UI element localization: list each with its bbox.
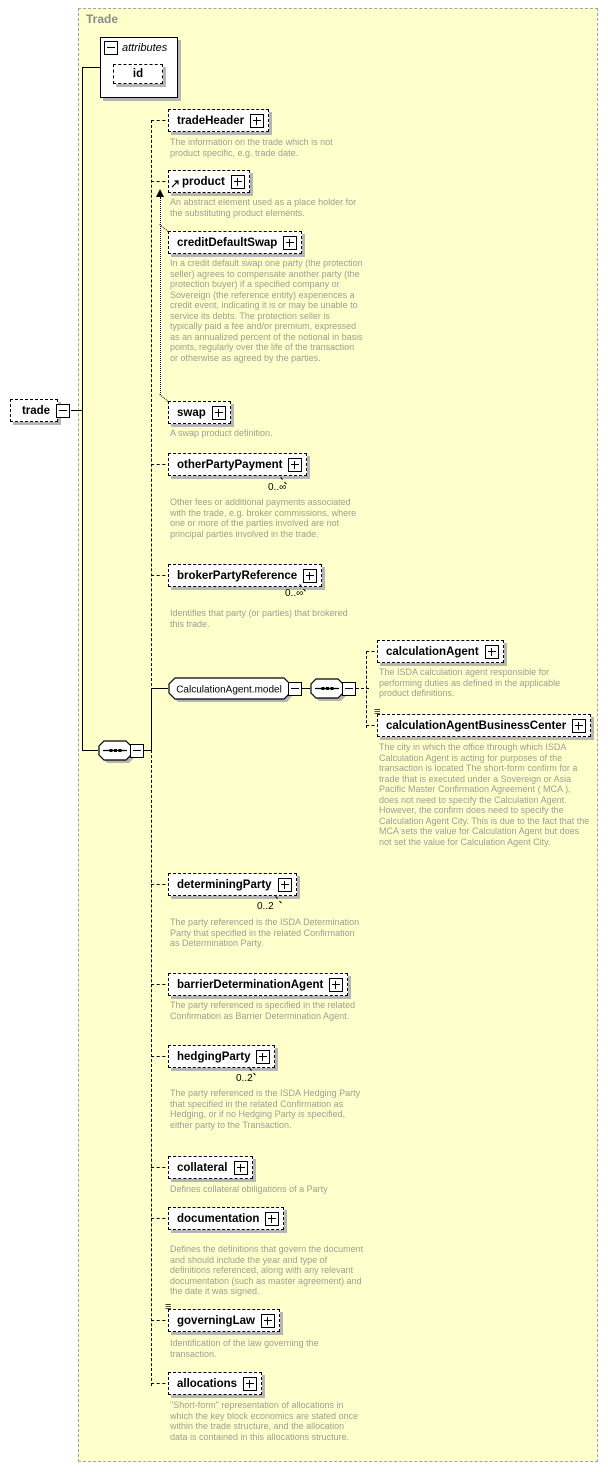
element-description: An abstract element used as a place holder for the substituting product elements. (170, 197, 357, 218)
expand-icon[interactable] (288, 458, 302, 472)
expand-icon[interactable] (278, 878, 292, 892)
element-calculationAgentBusinessCenter[interactable] (374, 706, 591, 737)
element-documentation[interactable] (168, 1207, 284, 1230)
element-label: tradeHeader (177, 114, 245, 127)
expand-icon[interactable] (243, 1377, 257, 1391)
element-description: The information on the trade which is not product specific, e.g. trade date. (170, 137, 333, 158)
svg-text:CalculationAgent.model: CalculationAgent.model (176, 684, 282, 696)
connector-line (71, 410, 82, 411)
element-label: product (182, 175, 225, 188)
occurrence-label: 0..∞ (285, 588, 304, 599)
expand-icon[interactable] (329, 978, 343, 992)
element-description: The party referenced is specified in the related Confirmation as Barrier Determination Agent. (170, 1000, 356, 1021)
expand-icon[interactable] (256, 1050, 270, 1064)
element-label: calculationAgent (386, 645, 479, 658)
element-product[interactable] (168, 170, 250, 193)
container-title: Trade (86, 12, 119, 26)
element-allocations[interactable] (168, 1372, 262, 1395)
element-hedgingParty[interactable] (168, 1045, 275, 1068)
element-label: governingLaw (177, 1314, 255, 1327)
element-label: trade (21, 404, 51, 417)
element-description: The ISDA calculation agent responsible for performing duties as defined in the applicable product definitions. (379, 667, 561, 698)
collapse-icon[interactable] (130, 744, 144, 758)
attributes-label: attributes (122, 42, 168, 54)
connector-line (151, 120, 152, 691)
collapse-icon[interactable] (104, 41, 118, 55)
element-description: The party referenced is the ISDA Hedging Party that specified in the related Confirmation as Hedging, or if no Hedging Party is specified, either party to the Transaction. (170, 1088, 361, 1130)
connector-line (82, 67, 100, 68)
element-creditDefaultSwap[interactable] (168, 231, 302, 254)
expand-icon[interactable] (485, 645, 499, 659)
element-label: collateral (177, 1161, 228, 1174)
element-collateral[interactable] (168, 1156, 253, 1179)
connector-line (151, 750, 152, 1386)
element-determiningParty[interactable] (168, 873, 297, 896)
collapse-icon[interactable] (342, 682, 356, 696)
occurrence-label: 0..2 (257, 901, 274, 912)
element-calculationAgent[interactable] (377, 640, 504, 663)
element-label: brokerPartyReference (177, 569, 298, 582)
element-description: Defines the definitions that govern the document and should include the year and type of definitions referenced, along with any relevant documentation (such as master agreement) and the date it was signed. (170, 1244, 364, 1296)
element-swap[interactable] (168, 401, 231, 424)
collapse-icon[interactable] (56, 404, 70, 418)
annotation-icon: ≡ (165, 1301, 172, 1313)
occurrence-label: 0..2 (236, 1073, 253, 1084)
connector-line (151, 688, 168, 689)
expand-icon[interactable] (234, 1161, 248, 1175)
element-otherPartyPayment[interactable] (168, 453, 307, 476)
element-governingLaw[interactable] (165, 1301, 280, 1332)
collapse-icon[interactable] (288, 682, 302, 696)
element-tradeHeader[interactable] (168, 109, 269, 132)
expand-icon[interactable] (303, 569, 317, 583)
element-label: determiningParty (177, 878, 272, 891)
element-label: documentation (177, 1212, 260, 1225)
element-label: creditDefaultSwap (177, 236, 278, 249)
element-description: The party referenced is the ISDA Determination Party that specified in the related Confirmation as Determination Party. (170, 917, 360, 948)
connector-line (82, 67, 83, 750)
element-description: Identifies that party (or parties) that brokered this trade. (170, 608, 348, 629)
expand-icon[interactable] (265, 1212, 279, 1226)
element-label: calculationAgentBusinessCenter (386, 719, 567, 732)
element-label: barrierDeterminationAgent (177, 978, 324, 991)
element-description: The city in which the office through which ISDA Calculation Agent is acting for purposes of the transaction is located The short-form confirm for a trade that is executed under a Sovereign or Asia Pacific Master Confirmation Agreement ( MCA ), does not need to specify the Calculation Agent. However, the confirm does need to specify the Calculation Agent City. This is due to the fact that the MCA sets the value for Calculation Agent but does not set the value for Calculation Agent City. (379, 742, 590, 847)
occurrence-label: 0..∞ (268, 482, 287, 493)
annotation-icon: ≡ (374, 706, 381, 718)
expand-icon[interactable] (231, 175, 245, 189)
substitution-head-arrow-icon (171, 179, 180, 191)
substitution-arrowhead-icon (156, 189, 164, 197)
model-group-calculationagent[interactable] (168, 677, 294, 709)
connector-line (151, 688, 152, 750)
element-label: swap (177, 406, 206, 419)
element-description: Identification of the law governing the transaction. (170, 1338, 319, 1359)
element-barrierDeterminationAgent[interactable] (168, 973, 348, 996)
element-description: A swap product definition. (170, 428, 273, 438)
element-description: Other fees or additional payments associated with the trade, e.g. broker commissions, where one or more of the parties involved are not principal parties involved in the trade. (170, 497, 357, 539)
expand-icon[interactable] (283, 236, 297, 250)
element-label: allocations (177, 1377, 238, 1390)
connector-line (366, 651, 367, 728)
attribute-id[interactable]: id (113, 64, 163, 84)
element-label: otherPartyPayment (177, 458, 283, 471)
attributes-group[interactable] (100, 37, 178, 98)
element-description: "Short-form" representation of allocations in which the key block economics are stated once within the trade structure, and the allocation data is contained in this allocations structure. (170, 1400, 359, 1442)
expand-icon[interactable] (250, 114, 264, 128)
connector-line (356, 688, 369, 689)
element-trade[interactable] (10, 399, 58, 422)
element-description: In a credit default swap one party (the protection seller) agrees to compensate another party (the protection buyer) if a specified company or Sovereign (the reference entity) experiences a credit event, indicating it is or may be unable to service its debts. The protection seller is typically paid a fee and/or premium, expressed as an annualized percent of the notional in basis points, regularly over the life of the transaction or otherwise as agreed by the parties. (170, 258, 363, 363)
connector-line (302, 688, 310, 689)
element-label: hedgingParty (177, 1050, 251, 1063)
expand-icon[interactable] (261, 1314, 275, 1328)
expand-icon[interactable] (212, 406, 226, 420)
element-description: Defines collateral obiligations of a Party (170, 1184, 328, 1194)
connector-line (82, 750, 98, 751)
expand-icon[interactable] (572, 719, 586, 733)
